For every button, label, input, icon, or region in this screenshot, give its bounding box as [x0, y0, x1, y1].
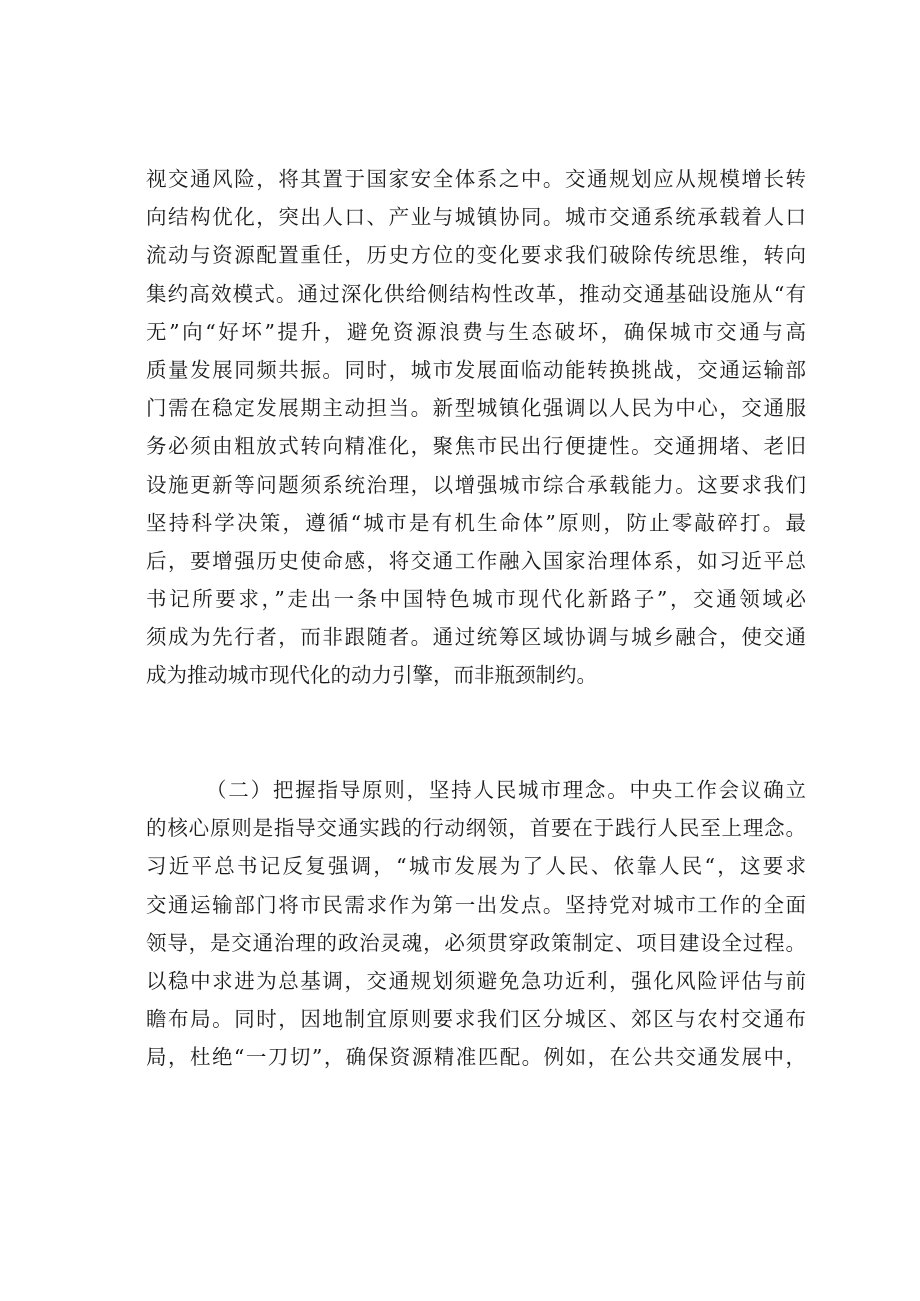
text-line: 无”向“好坏”提升，避免资源浪费与生态破坏，确保城市交通与高	[146, 319, 806, 344]
text-line: 坚持科学决策，遵循“城市是有机生命体”原则，防止零敲碎打。最	[146, 510, 806, 535]
text-line: 交通运输部门将市民需求作为第一出发点。坚持党对城市工作的全面	[146, 892, 806, 917]
text-line: 向结构优化，突出人口、产业与城镇协同。城市交通系统承载着人口	[146, 205, 806, 230]
paragraph-2	[146, 771, 806, 1077]
text-line: 以稳中求进为总基调，交通规划须避免急功近利，强化风险评估与前	[146, 968, 806, 993]
text-line: 须成为先行者，而非跟随者。通过统筹区域协调与城乡融合，使交通	[146, 625, 806, 650]
text-line: 设施更新等问题须系统治理，以增强城市综合承载能力。这要求我们	[146, 472, 806, 497]
text-line: 的核心原则是指导交通实践的行动纲领，首要在于践行人民至上理念。	[146, 816, 806, 841]
section-heading-line: （二）把握指导原则，坚持人民城市理念。中央工作会议确立	[206, 778, 806, 802]
text-line: 习近平总书记反复强调，“城市发展为了人民、依靠人民“，这要求	[146, 854, 806, 879]
paragraph-1	[146, 160, 806, 695]
text-line: 后，要增强历史使命感，将交通工作融入国家治理体系，如习近平总	[146, 548, 806, 573]
text-line: 质量发展同频共振。同时，城市发展面临动能转换挑战，交通运输部	[146, 357, 806, 382]
text-line: 门需在稳定发展期主动担当。新型城镇化强调以人民为中心，交通服	[146, 396, 806, 421]
text-line: 集约高效模式。通过深化供给侧结构性改革，推动交通基础设施从“有	[146, 281, 806, 306]
text-line: 成为推动城市现代化的动力引擎，而非瓶颈制约。	[146, 663, 597, 688]
text-line: 书记所要求，”走出一条中国特色城市现代化新路子”，交通领域必	[146, 587, 806, 612]
text-line: 务必须由粗放式转向精准化，聚焦市民出行便捷性。交通拥堵、老旧	[146, 434, 806, 459]
text-line: 流动与资源配置重任，历史方位的变化要求我们破除传统思维，转向	[146, 243, 806, 268]
text-line: 局，杜绝“一刀切”，确保资源精准匹配。例如，在公共交通发展中，	[146, 1045, 806, 1070]
text-line: 视交通风险，将其置于国家安全体系之中。交通规划应从规模增长转	[146, 167, 806, 191]
text-line: 领导，是交通治理的政治灵魂，必须贯穿政策制定、项目建设全过程。	[146, 930, 806, 955]
text-line: 瞻布局。同时，因地制宜原则要求我们区分城区、郊区与农村交通布	[146, 1007, 806, 1032]
